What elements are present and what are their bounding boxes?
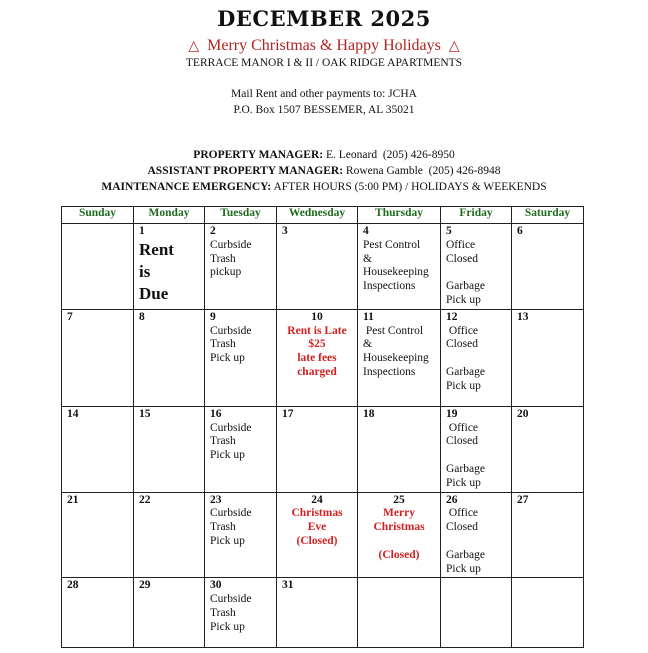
event-text: Pick up: [446, 562, 481, 575]
event-text: Garbage: [446, 365, 485, 378]
weekday-sunday: Sunday: [62, 207, 134, 224]
event-text: Closed: [446, 338, 478, 351]
day-cell-10: [277, 309, 358, 406]
event-text: Inspections: [363, 365, 416, 378]
event-text: (Closed): [296, 534, 338, 547]
day-cell-15: [134, 406, 205, 492]
day-cell-13: [512, 309, 584, 406]
day-cell-8: [134, 309, 205, 406]
event-text: charged: [297, 365, 337, 378]
day-number: 8: [139, 310, 145, 323]
day-cell-3: [277, 224, 358, 310]
empty-cell: [62, 224, 134, 310]
event-text: [446, 449, 506, 463]
day-number: 13: [517, 310, 529, 323]
greeting-text: Merry Christmas & Happy Holidays: [207, 37, 441, 54]
event-text: Pick up: [210, 449, 245, 462]
event-text: Housekeeping: [363, 352, 429, 365]
event-text: Pick up: [446, 293, 481, 306]
day-cell-12: [441, 309, 512, 406]
event-text: Pick up: [446, 379, 481, 392]
weekday-tuesday: Tuesday: [205, 207, 277, 224]
event-text: Pest Control: [363, 238, 421, 251]
week-row: [62, 578, 584, 648]
me-label: MAINTENANCE EMERGENCY:: [101, 181, 272, 193]
event-text: $25: [308, 338, 326, 351]
weekday-monday: Monday: [134, 207, 205, 224]
day-cell-5: [441, 224, 512, 310]
day-number: 16: [210, 407, 222, 420]
event-text: Inspections: [363, 280, 416, 293]
day-number: 19: [446, 407, 458, 420]
mail-instructions: Mail Rent and other payments to: JCHA: [231, 88, 417, 100]
pm-value: E. Leonard (205) 426-8950: [323, 149, 455, 161]
weekday-thursday: Thursday: [358, 207, 441, 224]
weekday-friday: Friday: [441, 207, 512, 224]
event-text: Trash: [210, 338, 236, 351]
event-text: [446, 535, 506, 549]
day-number: 9: [210, 310, 216, 323]
event-text: [363, 535, 435, 549]
event-text: Curbside: [210, 238, 252, 251]
day-number: 12: [446, 310, 458, 323]
event-text: Christmas: [373, 521, 425, 534]
event-text: Pick up: [210, 534, 245, 547]
event-text: late fees: [297, 352, 337, 365]
event-text: &: [363, 252, 372, 265]
event-text: Due: [139, 283, 169, 303]
day-number: 15: [139, 407, 151, 420]
me-value: AFTER HOURS (5:00 PM) / HOLIDAYS & WEEKENDS: [271, 181, 547, 193]
event-text: Pick up: [210, 352, 245, 365]
day-cell-7: [62, 309, 134, 406]
christmas-tree-icon: △: [448, 39, 460, 54]
event-text: Rent: [139, 239, 174, 259]
day-cell-18: [358, 406, 441, 492]
day-number: 3: [282, 225, 288, 237]
week-row: [62, 309, 584, 406]
event-text: Pick up: [446, 476, 481, 489]
weekday-header-row: [62, 207, 584, 224]
day-cell-19: [441, 406, 512, 492]
day-cell-26: [441, 492, 512, 578]
day-cell-24: [277, 492, 358, 578]
day-cell-6: [512, 224, 584, 310]
day-cell-1: [134, 224, 205, 310]
day-number: 17: [282, 407, 294, 420]
event-text: (Closed): [378, 548, 420, 561]
event-text: Trash: [210, 435, 236, 448]
event-text: Office: [446, 507, 479, 520]
empty-cell: [358, 578, 441, 648]
empty-cell: [441, 578, 512, 648]
day-number: 30: [210, 579, 222, 592]
day-number: 20: [517, 407, 529, 420]
day-cell-9: [205, 309, 277, 406]
day-number: 5: [446, 225, 452, 237]
pm-label: PROPERTY MANAGER:: [193, 149, 324, 161]
event-text: Trash: [210, 606, 236, 619]
day-cell-11: [358, 309, 441, 406]
event-text: Rent is Late: [287, 324, 347, 337]
day-cell-28: [62, 578, 134, 648]
day-number: 1: [139, 225, 145, 237]
event-text: Garbage: [446, 280, 485, 293]
event-text: Closed: [446, 252, 478, 265]
event-text: Pick up: [210, 620, 245, 633]
week-row: [62, 492, 584, 578]
day-cell-23: [205, 492, 277, 578]
day-cell-22: [134, 492, 205, 578]
day-number: 31: [282, 579, 294, 592]
day-cell-29: [134, 578, 205, 648]
day-number: 18: [363, 407, 375, 420]
day-number: 29: [139, 579, 151, 592]
day-number: 27: [517, 493, 529, 506]
property-manager: [0, 149, 648, 161]
apm-value: Rowena Gamble (205) 426-8948: [343, 165, 501, 177]
event-text: Garbage: [446, 462, 485, 475]
maintenance-emergency: [0, 181, 648, 193]
day-number: 28: [67, 579, 79, 592]
week-row: [62, 406, 584, 492]
event-text: Eve: [307, 521, 327, 534]
event-text: Curbside: [210, 507, 252, 520]
day-cell-14: [62, 406, 134, 492]
property-name: TERRACE MANOR I & II / OAK RIDGE APARTMENTS: [185, 57, 463, 69]
assistant-property-manager: [0, 165, 648, 177]
day-number: 4: [363, 225, 369, 237]
weekday-saturday: Saturday: [512, 207, 584, 224]
event-text: Pest Control: [363, 324, 424, 337]
event-text: Christmas: [291, 507, 343, 520]
event-text: Trash: [210, 521, 236, 534]
event-text: Curbside: [210, 324, 252, 337]
day-number: 7: [67, 310, 73, 323]
event-text: pickup: [210, 266, 242, 279]
event-text: Curbside: [210, 421, 252, 434]
event-text: Curbside: [210, 593, 252, 606]
day-number: 11: [363, 310, 374, 323]
day-cell-17: [277, 406, 358, 492]
day-cell-16: [205, 406, 277, 492]
day-number: 23: [210, 493, 222, 506]
day-number: 2: [210, 225, 216, 237]
weekday-wednesday: Wednesday: [277, 207, 358, 224]
calendar-grid: [61, 206, 584, 648]
day-number: 24: [311, 493, 323, 506]
day-cell-30: [205, 578, 277, 648]
event-text: is: [139, 261, 151, 281]
day-number: 10: [311, 310, 323, 323]
apm-label: ASSISTANT PROPERTY MANAGER:: [147, 165, 344, 177]
event-text: Office: [446, 324, 479, 337]
event-text: Office: [446, 238, 476, 251]
day-number: 25: [393, 493, 405, 506]
empty-cell: [512, 578, 584, 648]
event-text: Closed: [446, 435, 478, 448]
event-text: Closed: [446, 521, 478, 534]
day-cell-20: [512, 406, 584, 492]
day-number: 26: [446, 493, 458, 506]
event-text: &: [363, 338, 372, 351]
event-text: Merry: [383, 507, 415, 520]
holiday-greeting: [0, 37, 648, 55]
calendar-title: DECEMBER 2025: [217, 6, 431, 31]
event-text: Office: [446, 421, 479, 434]
event-text: Housekeeping: [363, 266, 429, 279]
event-text: [446, 266, 506, 280]
day-cell-25: [358, 492, 441, 578]
day-number: 21: [67, 493, 79, 506]
event-text: Trash: [210, 252, 236, 265]
christmas-tree-icon: △: [188, 39, 200, 54]
day-cell-27: [512, 492, 584, 578]
day-number: 22: [139, 493, 151, 506]
mail-address: P.O. Box 1507 BESSEMER, AL 35021: [233, 104, 415, 116]
day-cell-31: [277, 578, 358, 648]
day-number: 6: [517, 225, 523, 237]
day-cell-2: [205, 224, 277, 310]
day-cell-21: [62, 492, 134, 578]
day-cell-4: [358, 224, 441, 310]
event-text: Garbage: [446, 548, 485, 561]
week-row: [62, 224, 584, 310]
day-number: 14: [67, 407, 79, 420]
event-text: [446, 352, 506, 366]
